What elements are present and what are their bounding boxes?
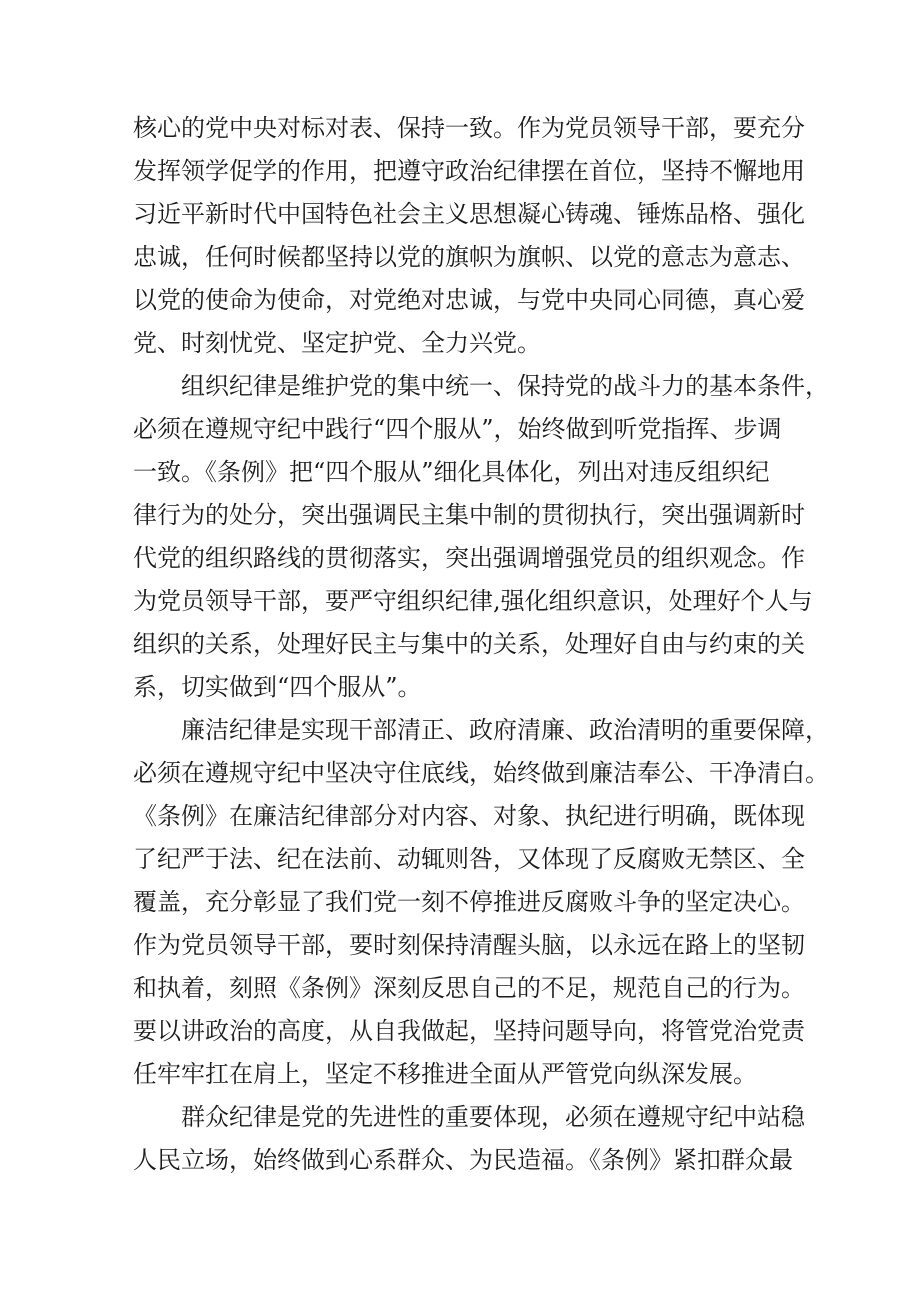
text-line: 一致。《条例》把“四个服从”细化具体化，列出对违反组织纪: [133, 458, 770, 486]
document-body: [133, 107, 829, 1182]
text-line: 系，切实做到“四个服从”。: [133, 673, 422, 701]
text-line: 任牢牢扛在肩上，坚定不移推进全面从严管党向纵深发展。: [133, 1060, 757, 1088]
paragraph-organizational-discipline: [133, 365, 829, 709]
text-line: 《条例》在廉洁纪律部分对内容、对象、执纪进行明确，既体现: [133, 802, 805, 830]
text-line: 组织纪律是维护党的集中统一、保持党的战斗力的基本条件，: [181, 372, 829, 400]
text-line: 习近平新时代中国特色社会主义思想凝心铸魂、锤炼品格、强化: [133, 200, 805, 228]
paragraph-integrity-discipline: [133, 709, 829, 1096]
text-line: 必须在遵规守纪中坚决守住底线，始终做到廉洁奉公、干净清白。: [133, 759, 829, 787]
text-line: 以党的使命为使命，对党绝对忠诚，与党中央同心同德，真心爱: [133, 286, 805, 314]
paragraph-continuation: [133, 107, 805, 365]
text-line: 和执着，刻照《条例》深刻反思自己的不足，规范自己的行为。: [133, 974, 805, 1002]
text-line: 群众纪律是党的先进性的重要体现，必须在遵规守纪中站稳: [181, 1103, 805, 1131]
text-line: 党、时刻忧党、坚定护党、全力兴党。: [133, 329, 541, 357]
text-line: 律行为的处分，突出强调民主集中制的贯彻执行，突出强调新时: [133, 501, 805, 529]
text-line: 覆盖，充分彰显了我们党一刻不停推进反腐败斗争的坚定决心。: [133, 888, 805, 916]
text-line: 忠诚，任何时候都坚持以党的旗帜为旗帜、以党的意志为意志、: [133, 243, 805, 271]
text-line: 为党员领导干部，要严守组织纪律,强化组织意识，处理好个人与: [133, 587, 813, 615]
text-line: 要以讲政治的高度，从自我做起，坚持问题导向，将管党治党责: [133, 1017, 805, 1045]
text-line: 必须在遵规守纪中践行“四个服从”，始终做到听党指挥、步调: [133, 415, 782, 443]
text-line: 组织的关系，处理好民主与集中的关系，处理好自由与约束的关: [133, 630, 805, 658]
text-line: 核心的党中央对标对表、保持一致。作为党员领导干部，要充分: [133, 114, 805, 142]
text-line: 廉洁纪律是实现干部清正、政府清廉、政治清明的重要保障，: [181, 716, 829, 744]
text-line: 作为党员领导干部，要时刻保持清醒头脑，以永远在路上的坚韧: [133, 931, 805, 959]
paragraph-mass-discipline: [133, 1096, 805, 1182]
text-line: 了纪严于法、纪在法前、动辄则咎，又体现了反腐败无禁区、全: [133, 845, 805, 873]
text-line: 发挥领学促学的作用，把遵守政治纪律摆在首位，坚持不懈地用: [133, 157, 805, 185]
text-line: 人民立场，始终做到心系群众、为民造福。《条例》紧扣群众最: [133, 1146, 793, 1174]
text-line: 代党的组织路线的贯彻落实，突出强调增强党员的组织观念。作: [133, 544, 805, 572]
